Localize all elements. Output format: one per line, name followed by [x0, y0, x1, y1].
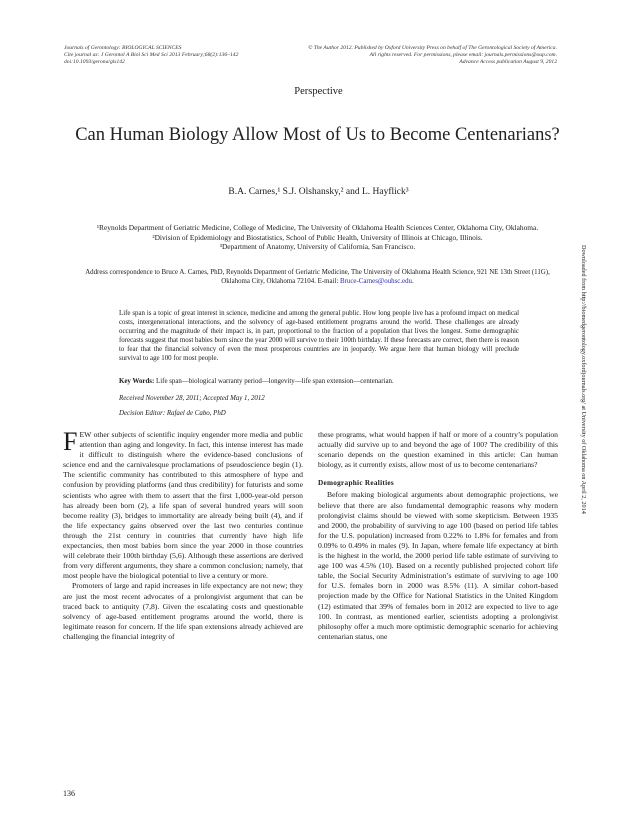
keywords-label: Key Words:: [119, 378, 155, 385]
article-title: Can Human Biology Allow Most of Us to Become Centenarians?: [75, 125, 560, 145]
paragraph: Before making biological arguments about demographic projections, we believe that there are also fundamental demographic reasons why modern prolongivist claims should be viewed with some skepticism. Between 1935 and 2000, the probability of surviving to age 100 (based on period life tables for the U.S. population) increased from 0.22% to 1.8% for females and from 0.09% to 0.49% in males (9). In Japan, where female life expectancy at birth is the highest in the world, the 2000 period life table estimate of surviving to age 100 was 4.5% (10). Based on a recently published projected cohort life table, the Social Security Administration’s estimate of surviving to age 100 for U.S. females born in 2000 was 8.5% (11). A similar cohort-based projection made by the Office for National Statistics in the United Kingdom (12) estimated that 39% of females born in 2012 are expected to live to age 100. In contrast, as mentioned earlier, scientists adopting a prolongivist philosophy offer a much more optimistic demographic scenario for achieving centenarian status, one: [318, 490, 558, 641]
abstract: Life span is a topic of great interest in science, medicine and among the general public. How long people live has a profound impact on medical costs, intergenerational interactions, and the solvency of age-based entitlement programs around the world. These challenges are already occurring and the magnitude of their impact is, in part, proportional to the fraction of a population that lives the longest. Some demographic forecasts suggest that most babies born since the year 2000 will survive to their 100th birthday. If these forecasts are correct, then there is reason to fear that the financial solvency of even the most prosperous countries are in jeopardy. We argue here that human biology will preclude survival to age 100 for most people.: [119, 310, 519, 363]
body-column-right: [318, 430, 558, 642]
author-list: B.A. Carnes,¹ S.J. Olshansky,² and L. Hayflick³: [228, 187, 409, 197]
journal-header-right: [257, 45, 557, 67]
header-advance-access: Advance Access publication August 9, 2012: [459, 59, 557, 66]
keywords-text: Life span—biological warranty period—longevity—life span extension—centenarian.: [154, 378, 394, 385]
affiliation-1: ¹Reynolds Department of Geriatric Medicine, College of Medicine, The University of Oklahoma Health Sciences Center, Oklahoma City, Oklahoma.: [96, 223, 539, 232]
sidebar-link[interactable]: http://biomedgerontology.oxfordjournals.org/: [580, 291, 587, 404]
section-label: Perspective: [294, 86, 343, 97]
received-dates: Received November 28, 2011; Accepted May 1, 2012: [119, 395, 265, 402]
decision-editor: Decision Editor: Rafael de Cabo, PhD: [119, 410, 226, 417]
paragraph: Promoters of large and rapid increases in life expectancy are not new; they are just the most recent advocates of a prolongivist argument that can be traced back to antiquity (7,8). Given the escalating costs and questionable solvency of age-based entitlement programs around the world, there is legitimate reason for concern. If the life span extensions already achieved are challenging the financial integrity of: [63, 581, 303, 641]
drop-cap: F: [63, 427, 78, 456]
affiliation-2: ²Division of Epidemiology and Biostatistics, School of Public Health, University of Illinois at Chicago, Illinois.: [152, 232, 483, 242]
lead-word: EW: [79, 430, 92, 439]
paragraph: FEW other subjects of scientific inquiry engender more media and public attention than aging and longevity. In fact, this intense interest has made it difficult to distinguish where the evidence-based conclusions of science end and the carnivalesque proclamations of pseudoscience begin (1). The scientific community has contributed to this atmosphere of hype and confusion by providing platforms (and thus credibility) for futurists and some scientists who agree with them to assert that the first 1,000-year-old person has already been born (2), a life span of several hundred years will soon become reality (3), bridges to immortality are already being built (4), and if the life expectancy gains observed over the last two centuries continue through the 21st century in countries that currently have high life expectancies, then most babies born since the year 2000 in those countries will celebrate their 100th birthday (5,6). Although these assertions are derived from very different arguments, they share a common conclusion; namely, that most people have the biological potential to live a century or more.: [63, 427, 303, 581]
page-number: 136: [63, 789, 75, 798]
keywords: [119, 378, 519, 385]
affiliations: [70, 223, 565, 252]
body-column-left: [63, 427, 303, 642]
header-citation: Cite journal as: J Gerontol A Biol Sci Med Sci 2013 February;68(2):136–142: [64, 52, 239, 59]
subheading: Demographic Realities: [318, 479, 394, 488]
email-link[interactable]: Bruce-Carnes@ouhsc.edu: [340, 278, 413, 285]
header-copyright: © The Author 2012. Published by Oxford University Press on behalf of The Gerontological Society of America.: [308, 45, 557, 51]
header-permissions: All rights reserved. For permissions, please email: journals.permissions@oup.com.: [369, 52, 557, 59]
header-doi: doi:10.1093/gerona/gls142: [64, 59, 125, 66]
header-journal-name: Journals of Gerontology: BIOLOGICAL SCIENCES: [64, 45, 182, 51]
affiliation-3: ³Department of Anatomy, University of California, San Francisco.: [219, 242, 416, 252]
correspondence-address: Address correspondence to Bruce A. Carnes, PhD, Reynolds Department of Geriatric Medicine, The University of Oklahoma Health Science, 921 NE 13th Street (11G), Oklahoma City, Oklahoma 72104. E-mail: Bruce-Carnes@ouhsc.edu.: [85, 269, 550, 285]
address-text: Address correspondence to Bruce A. Carnes, PhD, Reynolds Department of Geriatric Medicine, The University of Oklahoma Health Science, 921 NE 13th Street (11G), Oklahoma City, Oklahoma 72104. E-mail:: [85, 269, 550, 285]
paragraph: these programs, what would happen if half or more of a country’s population actually did survive up to and beyond the age of 100? The credibility of this scenario depends on the question examined in this article: Can human biology, as it currently exists, allow most of us to become centenarians?: [318, 430, 558, 470]
download-sidebar: Downloaded from http://biomedgerontology.oxfordjournals.org/ at University of Oklahoma on April 2, 2014: [580, 245, 587, 514]
